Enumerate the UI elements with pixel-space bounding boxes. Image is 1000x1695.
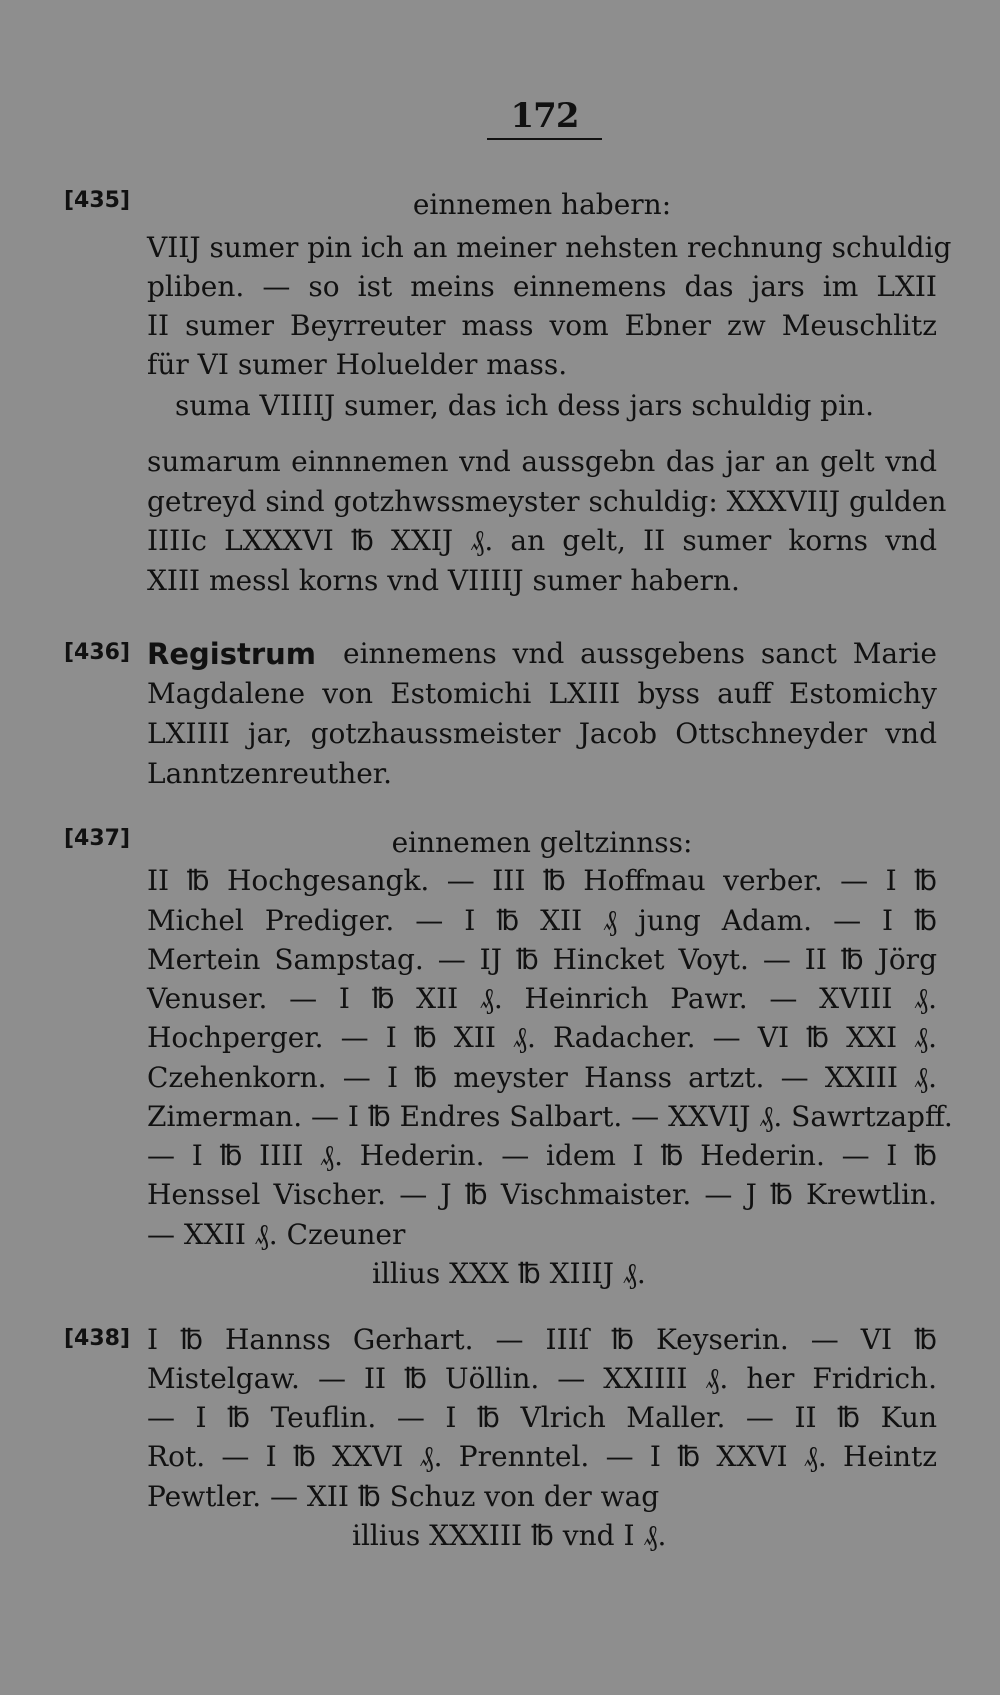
entry-line: Henssel Vischer. — J ℔ Vischmaister. — J ℔ Krewtlin.: [147, 1178, 937, 1211]
entry-line: Lanntzenreuther.: [147, 757, 393, 790]
entry-line: Mertein Sampstag. — IJ ℔ Hincket Voyt. — II ℔ Jörg: [147, 943, 937, 976]
page-number-rule: [487, 138, 602, 140]
entry-line: Mistelgaw. — II ℔ Uöllin. — XXIIII ₰. her Fridrich.: [147, 1362, 937, 1395]
entry-line: — I ℔ IIII ₰. Hederin. — idem I ℔ Hederin. — I ℔: [147, 1139, 937, 1172]
entry-line: Rot. — I ℔ XXVI ₰. Prenntel. — I ℔ XXVI ₰. Heintz: [147, 1440, 937, 1473]
entry-line: getreyd sind gotzhwssmeyster schuldig: XXXVIIJ gulden: [147, 485, 947, 518]
entry-line: I ℔ Hannss Gerhart. — IIIſ ℔ Keyserin. — VI ℔: [147, 1323, 937, 1356]
entry-line: Hochperger. — I ℔ XII ₰. Radacher. — VI ℔ XXI ₰.: [147, 1021, 937, 1054]
registrum-word: Registrum: [147, 637, 316, 671]
entry-line: XIII messl korns vnd VIIIIJ sumer habern.: [147, 564, 740, 597]
entry-line: — XXII ₰. Czeuner: [147, 1218, 406, 1251]
entry-line: Czehenkorn. — I ℔ meyster Hanss artzt. — XXIII ₰.: [147, 1061, 937, 1094]
entry-line: — I ℔ Teuflin. — I ℔ Vlrich Maller. — II ℔ Kun: [147, 1401, 937, 1434]
entry-line: Magdalene von Estomichi LXIII byss auff Estomichy: [147, 677, 937, 710]
entry-line: II sumer Beyrreuter mass vom Ebner zw Meuschlitz: [147, 309, 937, 342]
entry-number-437: [437]: [64, 826, 131, 851]
entry-line: für VI sumer Holuelder mass.: [147, 348, 568, 381]
entry-line: LXIIII jar, gotzhaussmeister Jacob Ottschneyder vnd: [147, 717, 937, 750]
entry-line: Pewtler. — XII ℔ Schuz von der wag: [147, 1480, 660, 1513]
entry-line: Michel Prediger. — I ℔ XII ₰ jung Adam. — I ℔: [147, 904, 937, 937]
entry-line: II ℔ Hochgesangk. — III ℔ Hoffmau verber. — I ℔: [147, 864, 937, 897]
entry-line: sumarum einnnemen vnd aussgebn das jar an gelt vnd: [147, 445, 937, 478]
entry-line: einnemens vnd aussgebens sanct Marie: [343, 637, 937, 670]
entry-line: suma VIIIIJ sumer, das ich dess jars schuldig pin.: [175, 389, 874, 422]
entry-line: VIIJ sumer pin ich an meiner nehsten rechnung schuldig: [147, 231, 952, 264]
entry-total: illius XXX ℔ XIIIJ ₰.: [372, 1257, 646, 1290]
entry-number-435: [435]: [64, 188, 131, 213]
entry-line: IIIIc LXXXVI ℔ XXIJ ₰. an gelt, II sumer korns vnd: [147, 524, 937, 557]
entry-number-438: [438]: [64, 1326, 131, 1351]
entry-lead-word: [147, 637, 316, 671]
entry-total: illius XXXIII ℔ vnd I ₰.: [352, 1519, 667, 1552]
entry-number-436: [436]: [64, 640, 131, 665]
entry-line: Venuser. — I ℔ XII ₰. Heinrich Pawr. — XVIII ₰.: [147, 982, 937, 1015]
entry-heading-435: einnemen habern:: [412, 188, 672, 221]
page-number: 172: [510, 96, 579, 136]
entry-line: Zimerman. — I ℔ Endres Salbart. — XXVIJ ₰. Sawrtzapff.: [147, 1100, 953, 1133]
entry-line: pliben. — so ist meins einnemens das jars im LXII: [147, 270, 937, 303]
entry-heading-437: einnemen geltzinnss:: [391, 826, 693, 859]
